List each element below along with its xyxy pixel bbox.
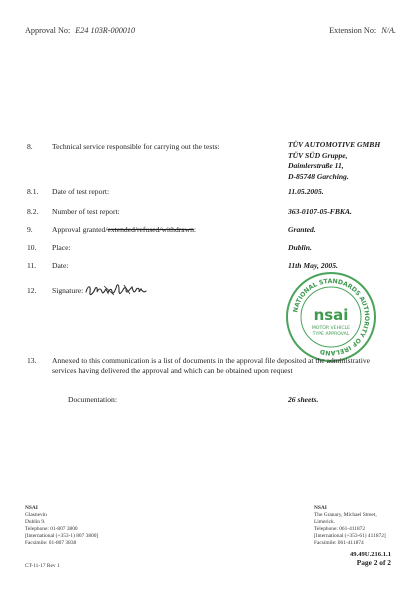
- approval-value: E24 103R-000010: [75, 26, 136, 35]
- item-value: 11th May, 2005.: [288, 261, 338, 270]
- item-value: Granted.: [288, 225, 316, 234]
- item-value: 11.05.2005.: [288, 187, 324, 196]
- footer-org: NSAI: [314, 505, 327, 511]
- item-label: Date:: [52, 261, 69, 270]
- item-label: Technical service responsible for carrying out the tests:: [52, 142, 220, 151]
- page-number: Page 2 of 2: [356, 558, 391, 567]
- footer-address-dublin: [25, 505, 98, 547]
- item-value: 363-0107-05-FBKA.: [288, 207, 352, 216]
- value-line: Daimlerstraße 11,: [288, 161, 344, 170]
- item-label: Signature:: [52, 286, 84, 295]
- item-label: Number of test report:: [52, 207, 120, 216]
- footer-org: NSAI: [25, 505, 38, 511]
- extension-label: Extension No:: [329, 26, 377, 35]
- struck-text: extended/refused/withdrawn: [107, 225, 194, 234]
- stamp-line-2: TYPE APPROVAL: [312, 332, 350, 337]
- nsai-approval-stamp: [284, 270, 378, 364]
- footer-line: Telephone: 061-411872: [314, 526, 366, 532]
- footer-line: The Granary, Michael Street,: [314, 512, 377, 518]
- technical-service-value: [288, 140, 380, 182]
- item-number: 10.: [27, 243, 37, 252]
- stamp-ring-text: NATIONAL STANDARDS AUTHORITY OF IRELAND: [292, 277, 371, 357]
- item-number: 8.: [27, 142, 33, 151]
- item-label: [52, 225, 196, 234]
- approval-label: Approval No:: [25, 26, 71, 35]
- page-info: [350, 551, 391, 567]
- item-number: 8.2.: [27, 207, 39, 216]
- extension-number: [329, 26, 396, 35]
- footer-line: Facsimile: 061-411874: [314, 540, 364, 546]
- document-reference: 49.49U.216.1.1: [349, 551, 391, 558]
- footer-line: Facsimile: 01-807 3838: [25, 540, 77, 546]
- footer-line: Telephone: 01-807 3800: [25, 526, 78, 532]
- label-suffix: :: [193, 225, 197, 234]
- item-label: Date of test report:: [52, 187, 110, 196]
- item-value: Dublin.: [288, 243, 312, 252]
- nsai-logo: nsai: [313, 306, 349, 324]
- footer-line: Limerick.: [314, 519, 336, 525]
- stamp-line-1: MOTOR VEHICLE: [311, 326, 351, 331]
- item-number: 12.: [27, 286, 37, 295]
- footer-line: Glasnevin: [25, 512, 47, 518]
- handwritten-signature: [84, 279, 148, 301]
- form-number: CT-11-17 Rev 1: [25, 563, 60, 569]
- item-label: Documentation:: [68, 395, 117, 404]
- annex-paragraph: Annexed to this communication is a list of documents in the approval file deposited at the administrative services having delivered the approval and which can be obtained upon request: [52, 356, 371, 375]
- item-number: 11.: [27, 261, 37, 270]
- value-line: TÜV AUTOMOTIVE GMBH: [288, 140, 381, 149]
- value-line: TÜV SÜD Gruppe,: [288, 150, 348, 160]
- footer-line: [International (+353-1) 807 3800]: [25, 533, 99, 539]
- label-text: Approval granted/: [52, 225, 108, 234]
- item-number: 8.1.: [27, 187, 39, 196]
- footer-line: Dublin 9.: [25, 519, 46, 525]
- value-line: D-85748 Garching.: [288, 171, 349, 181]
- extension-value: N/A.: [381, 26, 396, 35]
- footer-line: [International (+353-61) 411872]: [314, 533, 386, 539]
- item-number: 9.: [27, 225, 33, 234]
- item-number: 13.: [27, 356, 37, 365]
- item-label: Place:: [52, 243, 71, 252]
- approval-number: [25, 26, 135, 35]
- item-value: 26 sheets.: [288, 395, 319, 404]
- footer-address-limerick: [314, 505, 386, 547]
